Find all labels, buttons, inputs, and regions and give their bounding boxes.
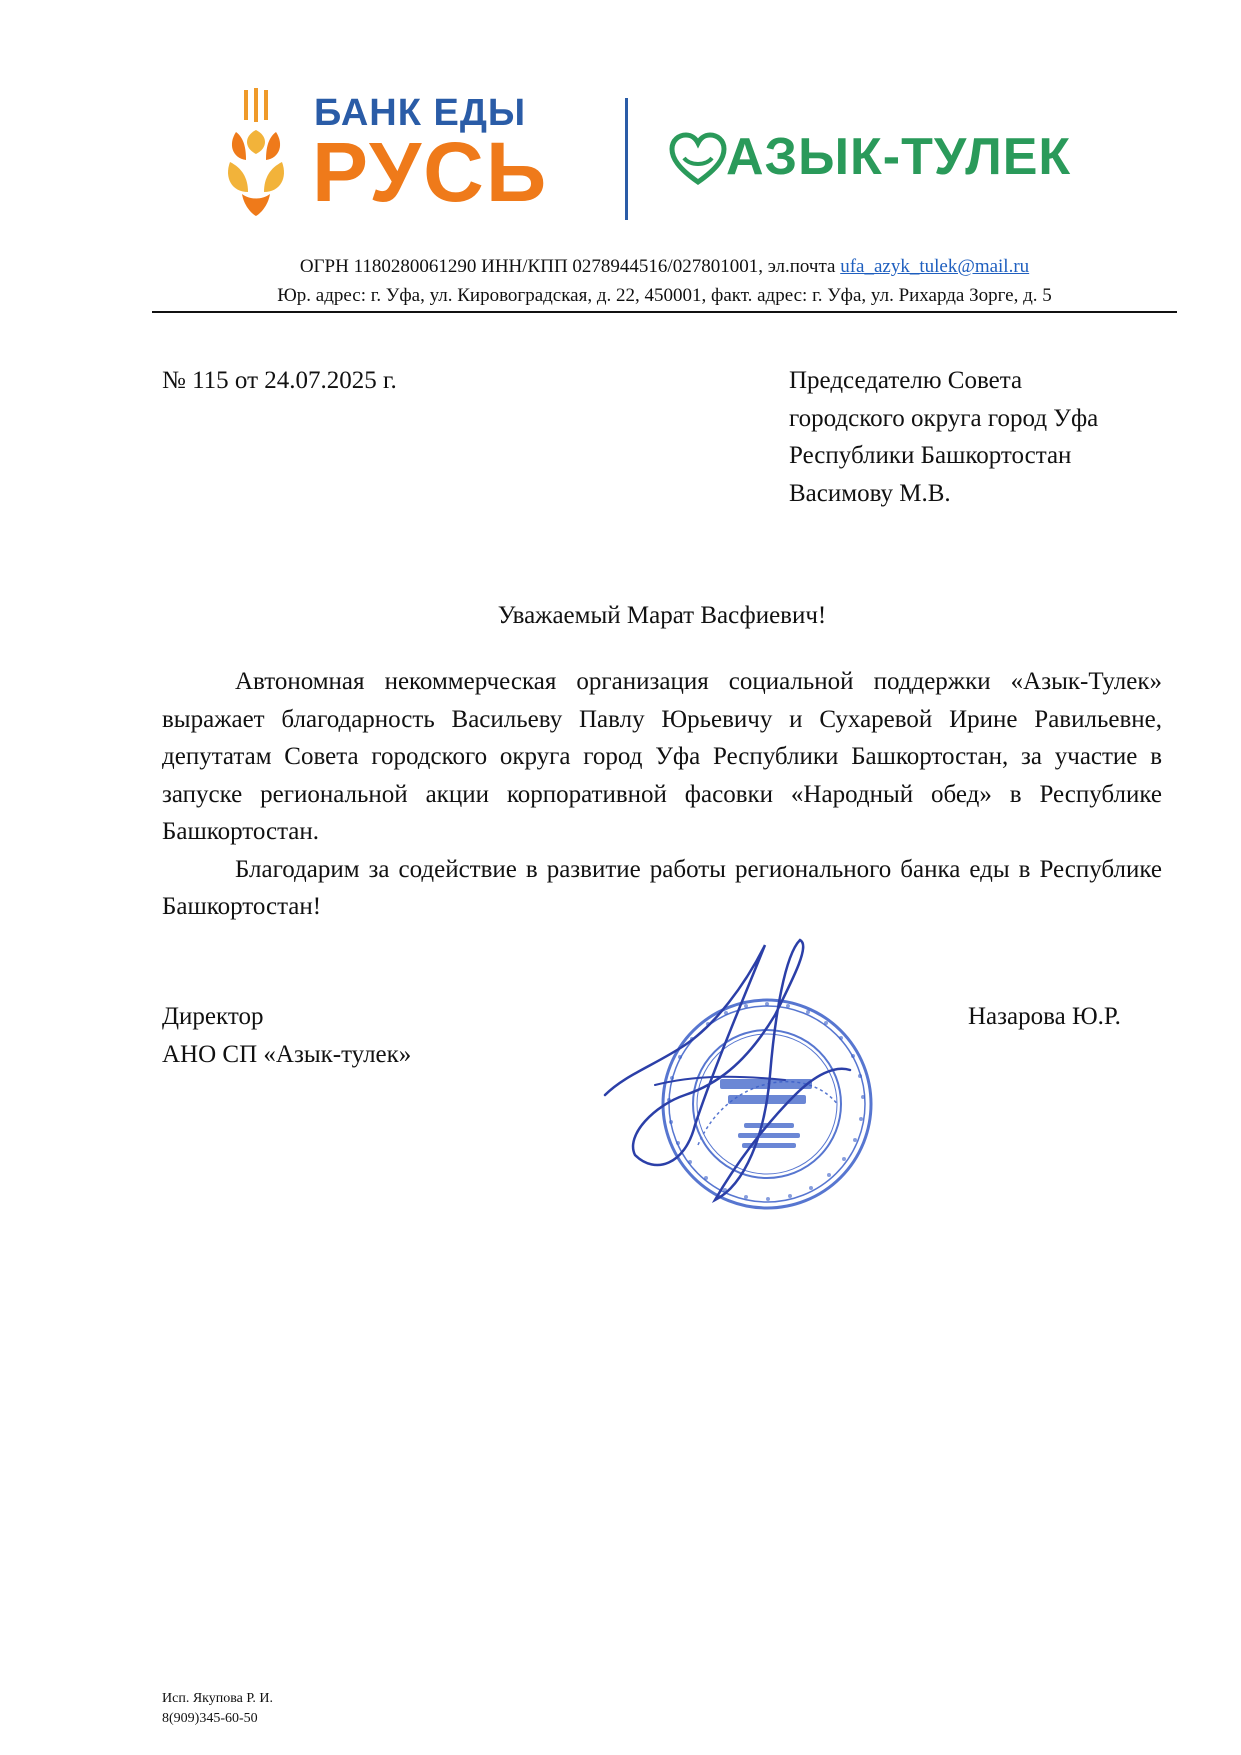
letter-body: [162, 663, 1162, 926]
addressee-line: Васимову М.В.: [789, 479, 951, 507]
signatory-position-line: АНО СП «Азык-тулек»: [162, 1040, 412, 1068]
signatory-position-line: Директор: [162, 1003, 264, 1030]
heart-icon: [668, 132, 728, 186]
org-logo: [668, 128, 1128, 188]
requisites-line2: Юр. адрес: г. Уфа, ул. Кировоградская, д. 22, 450001, факт. адрес: г. Уфа, ул. Рихарда Зорге, д. 5: [277, 285, 1052, 306]
bank-logo: [222, 88, 562, 218]
executor-name: Исп. Якупова Р. И.: [162, 1691, 274, 1706]
executor-info: [162, 1689, 273, 1729]
addressee-line: Председателю Совета: [789, 367, 1023, 394]
wheat-icon: [222, 88, 292, 218]
addressee-line: городского округа город Уфа: [789, 404, 1099, 432]
greeting: Уважаемый Марат Васфиевич!: [497, 602, 827, 629]
bank-logo-line1: БАНК ЕДЫ: [314, 92, 527, 134]
paragraph: Автономная некоммерческая организация социальной поддержки «Азык-Тулек» выражает благодарность Васильеву Павлу Юрьевичу и Сухаревой Ирине Равильевне, депутатам Совета городского округа город Уфа Республики Башкортостан, за участие в запуске региональной акции корпоративной фасовки «Народный обед» в Республике Башкортостан.: [162, 668, 1162, 845]
bank-logo-line2: РУСЬ: [312, 125, 549, 219]
reg-number: № 115 от 24.07.2025 г.: [162, 367, 397, 394]
handwritten-signature: [595, 925, 855, 1205]
addressee-line: Республики Башкортостан: [789, 442, 1072, 469]
paragraph: Благодарим за содействие в развитие работы регионального банка еды в Республике Башкортостан!: [162, 855, 1162, 920]
signatory-name: Назарова Ю.Р.: [968, 1003, 1121, 1030]
email-link[interactable]: ufa_azyk_tulek@mail.ru: [840, 256, 1030, 277]
requisites-prefix: ОГРН 1180280061290 ИНН/КПП 0278944516/027801001, эл.почта: [299, 256, 841, 277]
letterhead-divider: [152, 311, 1177, 313]
org-logo-text: АЗЫК-ТУЛЕК: [726, 128, 1072, 186]
requisites-line1: [152, 256, 1177, 278]
executor-phone: 8(909)345-60-50: [162, 1711, 258, 1726]
addressee-block: [789, 362, 1098, 512]
signatory-position: [162, 998, 411, 1073]
logo-divider: [625, 98, 628, 220]
